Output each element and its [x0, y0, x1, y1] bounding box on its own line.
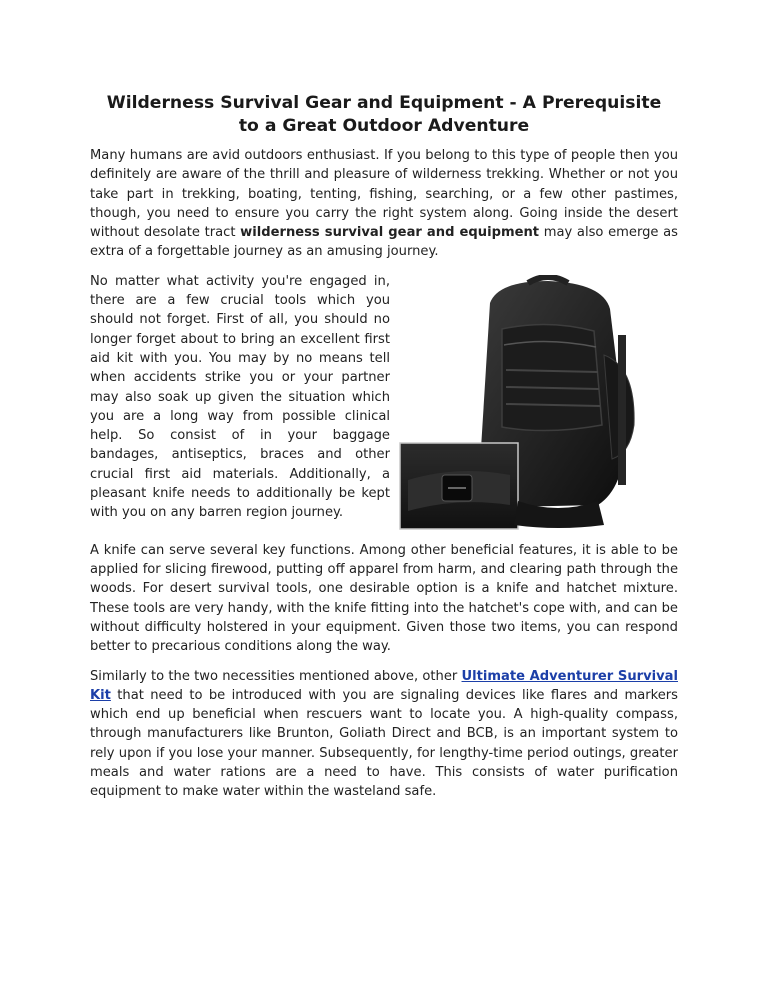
survival-kit-link[interactable]: Ultimate Adventurer Survival Kit	[90, 668, 678, 703]
page-title	[90, 92, 678, 138]
paragraph-intro	[90, 146, 678, 262]
intro-bold-phrase: wilderness survival gear and equipment	[240, 225, 540, 241]
title-line-2: to a Great Outdoor Adventure	[238, 116, 530, 136]
intro-text-start: Many humans are avid outdoors enthusiast. If you belong to this type of people then you definitely are aware of the thrill and pleasure of wilderness trekking. Whether or not you take part in trekking, boating, tenting, fishing, searching, or a few other pastimes, though, you need to ensure you carry the right system along. Going inside the desert without desolate tract	[90, 148, 678, 241]
intro-text-end: may also emerge as extra of a forgettable journey as an amusing journey.	[90, 225, 678, 260]
paragraph-survival-kit	[90, 667, 678, 802]
backpack-icon	[398, 275, 678, 531]
kit-text-end: that need to be introduced with you are signaling devices like flares and markers which end up beneficial when rescuers want to locate you. A high-quality compass, through manufacturers like Brunton, Goliath Direct and BCB, is an important system to rely upon if you lose your manner. Subsequently, for lengthy-time period outings, greater meals and water rations are a need to have. This consists of water purification equipment to make water within the wasteland safe.	[90, 687, 678, 800]
title-line-1: Wilderness Survival Gear and Equipment - A Prerequisite	[106, 93, 662, 113]
backpack-image	[398, 275, 678, 531]
text-with-image	[90, 272, 678, 531]
kit-text-start: Similarly to the two necessities mentioned above, other	[90, 668, 462, 684]
paragraph-knife: A knife can serve several key functions. Among other beneficial features, it is able to be applied for slicing firewood, putting off apparel from harm, and clearing path through the woods. For desert survival tools, one desirable option is a knife and hatchet mixture. These tools are very handy, with the knife fitting into the hatchet's cope with, and can be without difficulty holstered in your equipment. Given those two items, you can respond better to precarious conditions along the way.	[90, 542, 678, 655]
paragraph-first-aid: No matter what activity you're engaged in, there are a few crucial tools which you should not forget. First of all, you should no longer forget about to bring an excellent first aid kit with you. You may by no means tell when accidents strike you or your partner may also soak up given the situation which you are a long way from possible clinical help. So consist of in your baggage bandages, antiseptics, braces and other crucial first aid materials. Additionally, a pleasant knife needs to additionally be kept with you on any barren region journey.	[90, 273, 390, 521]
document-page	[90, 92, 678, 812]
